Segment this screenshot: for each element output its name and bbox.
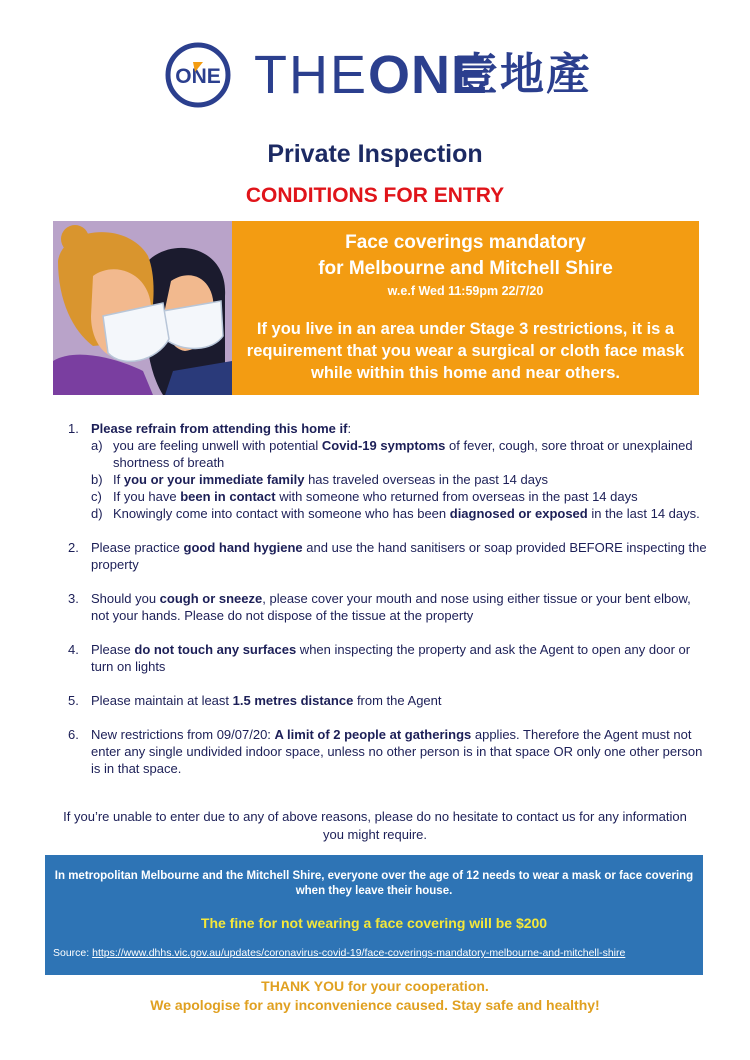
banner-effective-date: w.e.f Wed 11:59pm 22/7/20 <box>387 284 544 298</box>
banner-heading-line1: Face coverings mandatory <box>345 232 586 253</box>
subitem-text: in the last 14 days. <box>587 506 700 521</box>
condition-bold-text: Please refrain from attending this home if <box>91 421 348 436</box>
condition-text: : <box>347 421 352 436</box>
page-subtitle: CONDITIONS FOR ENTRY <box>245 184 505 207</box>
subitem-bold-text: been in contact <box>180 489 276 504</box>
subitem-text: with someone who returned from overseas in the past 14 days <box>275 489 638 504</box>
condition-item-6 <box>68 726 708 777</box>
logo-word-one: ONE <box>368 45 489 105</box>
condition-number: 1. <box>68 421 79 436</box>
logo-chinese-name: 壹地產 <box>454 50 592 99</box>
condition-item-4 <box>68 641 708 675</box>
source-link[interactable]: https://www.dhhs.vic.gov.au/updates/coronavirus-covid-19/face-coverings-mandatory-melbourne-and-mitchell-shire <box>92 947 626 959</box>
subitem-letter: d) <box>91 506 103 521</box>
condition-bold-text: good hand hygiene <box>183 540 303 555</box>
condition-item-5 <box>68 692 708 709</box>
subitem-text: Knowingly come into contact with someone who has been <box>113 506 450 521</box>
condition-number: 6. <box>68 727 79 742</box>
banner-requirement-text: If you live in an area under Stage 3 restrictions, it is a requirement that you wear a surgical or cloth face mask while within this home and near others. <box>246 320 685 382</box>
subitem-text: If you have <box>113 489 181 504</box>
condition-text: and use the hand sanitisers or soap provided BEFORE inspecting the property <box>91 540 707 572</box>
banner-heading-line2: for Melbourne and Mitchell Shire <box>318 258 613 279</box>
logo-badge-text: ONE <box>175 65 221 88</box>
condition-bold-text: 1.5 metres distance <box>232 693 354 708</box>
mask-illustration-svg <box>53 221 232 395</box>
subitem-bold-text: you or your immediate family <box>123 472 305 487</box>
condition-bold-text: cough or sneeze <box>159 591 263 606</box>
condition-subitem-a <box>91 437 708 471</box>
contact-us-text: If you’re unable to enter due to any of above reasons, please do no hesitate to contact us for any information you might require. <box>63 809 687 842</box>
condition-subitem-b <box>91 471 708 488</box>
mask-mandate-banner <box>232 221 699 395</box>
people-wearing-face-masks-illustration <box>53 221 232 395</box>
condition-item-1 <box>68 420 708 522</box>
subitem-letter: b) <box>91 472 103 487</box>
condition-text: when inspecting the property and ask the Agent to open any door or turn on lights <box>91 642 691 674</box>
notice-fine-text: The fine for not wearing a face covering will be $200 <box>200 915 548 931</box>
condition-item-3 <box>68 590 708 624</box>
subitem-bold-text: diagnosed or exposed <box>449 506 588 521</box>
condition-item-2 <box>68 539 708 573</box>
condition-text: Please practice <box>91 540 184 555</box>
condition-number: 5. <box>68 693 79 708</box>
condition-subitem-d <box>91 505 708 522</box>
condition-number: 4. <box>68 642 79 657</box>
thank-you-line2: We apologise for any inconvenience caused. Stay safe and healthy! <box>150 997 600 1013</box>
condition-text: applies. Therefore the Agent must not enter any single undivided indoor space, unless no other person is in that space OR only one other person is in that space. <box>91 727 703 776</box>
condition-text: New restrictions from 09/07/20: <box>91 727 275 742</box>
source-label: Source: <box>53 947 93 959</box>
logo-word-the: THE <box>254 45 368 105</box>
subitem-text: has traveled overseas in the past 14 days <box>304 472 548 487</box>
subitem-letter: a) <box>91 438 103 453</box>
face-covering-notice <box>45 855 703 975</box>
condition-number: 3. <box>68 591 79 606</box>
condition-text: Should you <box>91 591 160 606</box>
thank-you-line1: THANK YOU for your cooperation. <box>261 978 489 994</box>
condition-subitem-c <box>91 488 708 505</box>
page-title: Private Inspection <box>267 140 483 168</box>
subitem-text: If <box>113 472 124 487</box>
subitem-letter: c) <box>91 489 102 504</box>
subitem-text: of fever, cough, sore throat or unexplained shortness of breath <box>113 438 693 470</box>
subitem-text: you are feeling unwell with potential <box>113 438 322 453</box>
company-logo <box>165 42 595 110</box>
condition-text: , please cover your mouth and nose using either tissue or your bent elbow, not your hands. Please do not dispose of the tissue at the property <box>91 591 691 623</box>
banner-heading <box>232 230 699 282</box>
notice-source <box>53 947 625 959</box>
condition-text: Please maintain at least <box>91 693 233 708</box>
logo-wordmark <box>254 45 488 105</box>
logo-badge-icon <box>165 42 231 108</box>
condition-number: 2. <box>68 540 79 555</box>
condition-text: from the Agent <box>353 693 442 708</box>
condition-bold-text: do not touch any surfaces <box>134 642 297 657</box>
notice-main-text: In metropolitan Melbourne and the Mitchell Shire, everyone over the age of 12 needs to wear a mask or face covering when they leave their house. <box>54 870 694 897</box>
condition-text: Please <box>91 642 135 657</box>
thank-you-message <box>0 977 750 1015</box>
conditions-list <box>68 420 708 777</box>
condition-bold-text: A limit of 2 people at gatherings <box>274 727 472 742</box>
subitem-bold-text: Covid-19 symptoms <box>321 438 446 453</box>
